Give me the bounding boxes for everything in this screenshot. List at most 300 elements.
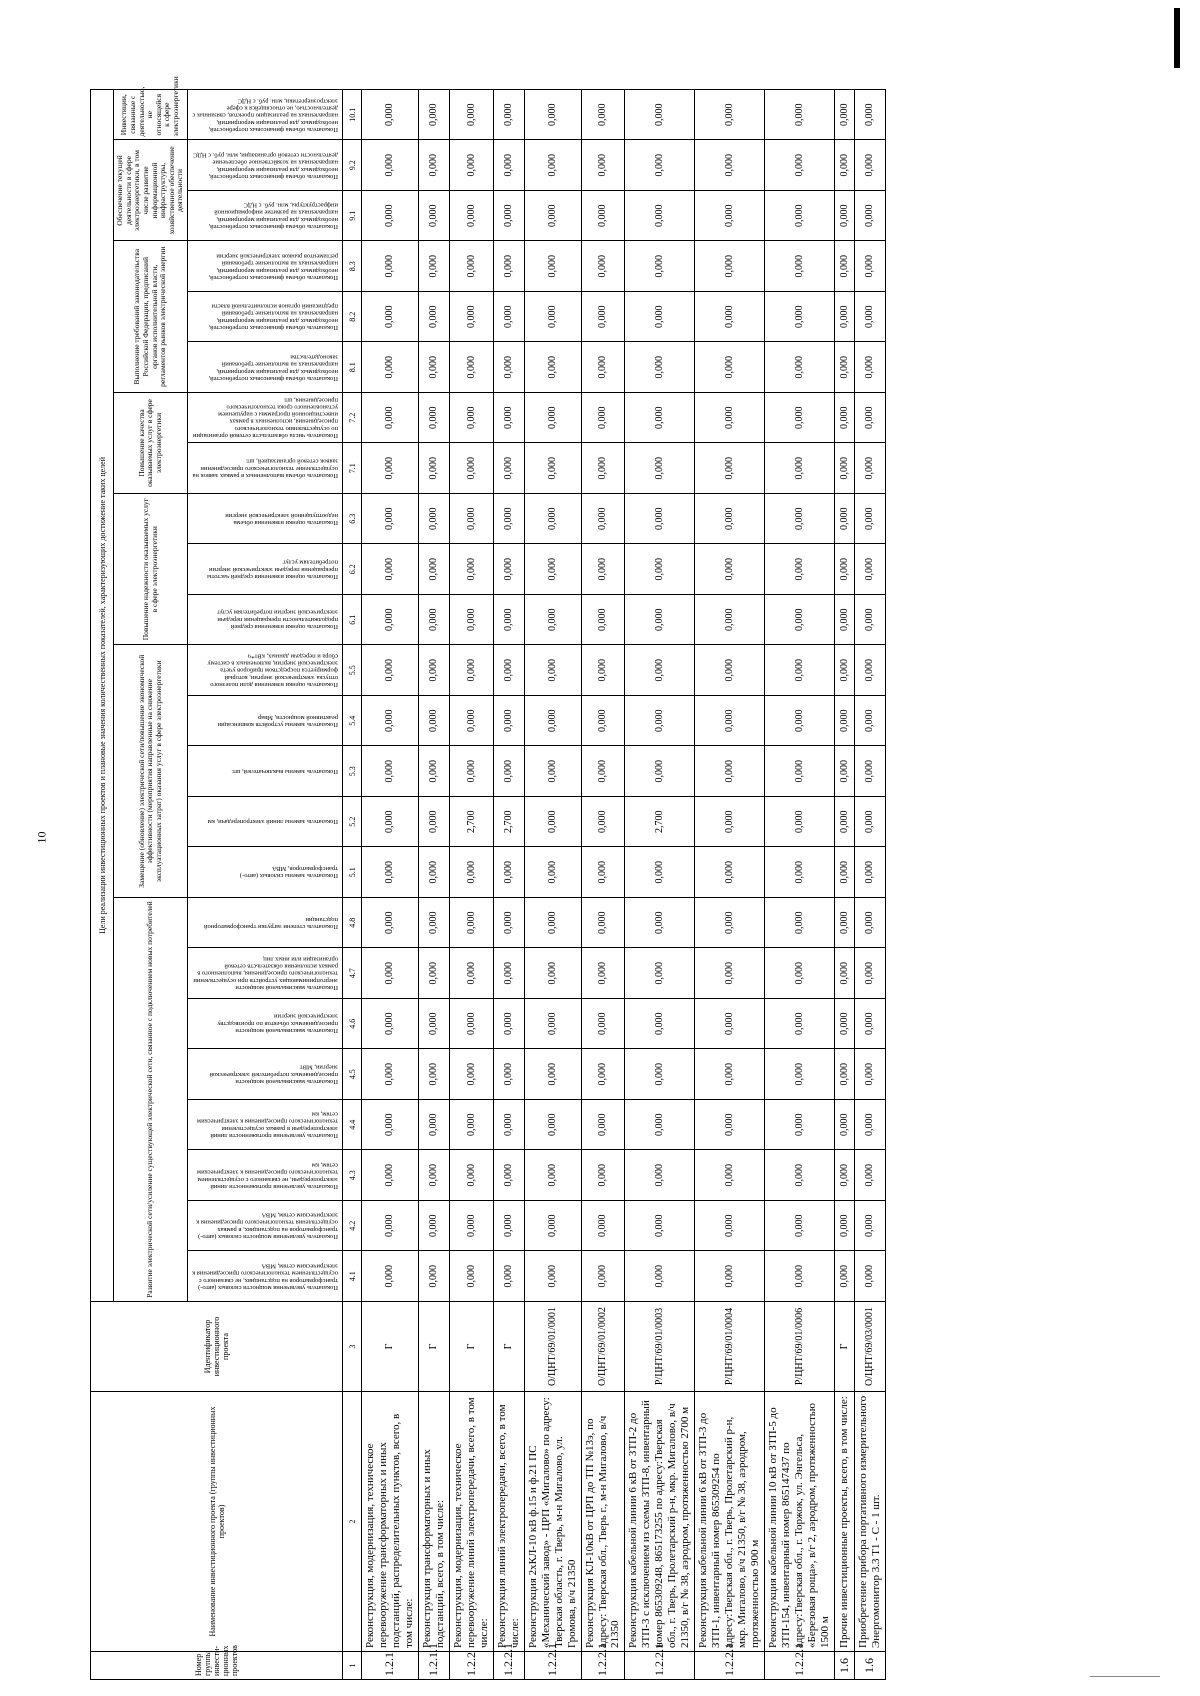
row-value: 2,700: [493, 797, 524, 848]
header-group: Повышение качества оказываемых услуг в сфере электроэнергетики: [114, 393, 188, 494]
row-project-id: Г: [418, 1302, 449, 1392]
row-project-id: Р/ЦНТ/69/01/0006: [765, 1302, 835, 1392]
row-value: 0,000: [493, 1150, 524, 1201]
row-value: 0,000: [765, 393, 835, 444]
row-value: 0,000: [493, 342, 524, 393]
row-value: 0,000: [625, 1201, 695, 1252]
row-value: 0,000: [418, 292, 449, 343]
column-number: 4.4: [343, 1100, 362, 1151]
indicator-header-text: Показатель степени загрузки трансформаторной подстанции: [203, 915, 338, 930]
row-value: 0,000: [695, 494, 765, 545]
row-value: 0,000: [695, 292, 765, 343]
row-value: 0,000: [854, 89, 885, 140]
row-value: 0,000: [581, 1251, 625, 1302]
column-number: 8.3: [343, 241, 362, 292]
column-number: 4.1: [343, 1251, 362, 1302]
row-project-id: Г: [493, 1302, 524, 1392]
row-value: 0,000: [362, 797, 419, 848]
row-value: 0,000: [449, 696, 493, 747]
row-value: 0,000: [625, 544, 695, 595]
row-value: 0,000: [581, 645, 625, 696]
indicator-header-text: Показатель увеличения протяженности линий электропередачи, не связанного с осуществлением технологического присоединения к электрическим сетям, км: [196, 1161, 338, 1190]
indicator-header-text: Показатель максимальной мощности присоединяемых потребителей электрической энергии, МВт: [209, 1063, 338, 1085]
column-number: 4.5: [343, 1049, 362, 1100]
row-value: 0,000: [854, 1201, 885, 1252]
row-value: 0,000: [625, 342, 695, 393]
row-value: 0,000: [449, 443, 493, 494]
row-value: 0,000: [362, 1251, 419, 1302]
row-value: 0,000: [625, 1100, 695, 1151]
row-value: 0,000: [493, 443, 524, 494]
indicator-header-text: Показатель объема финансовых потребностей, необходимых для реализации мероприятий, направленных на выполнение требований регламентов рынков электрической энергии: [208, 252, 338, 281]
row-value: 0,000: [625, 89, 695, 140]
column-number: 10.1: [343, 89, 362, 140]
indicator-header-text: Показатель замены линий электропередачи, км: [207, 818, 338, 826]
indicator-header: [188, 847, 343, 898]
row-value: 0,000: [625, 948, 695, 999]
indicator-header: [188, 746, 343, 797]
row-value: 0,000: [493, 241, 524, 292]
row-value: 0,000: [418, 1251, 449, 1302]
row-value: 0,000: [524, 241, 581, 292]
indicator-header: [188, 999, 343, 1050]
row-value: 0,000: [581, 544, 625, 595]
row-value: 0,000: [581, 948, 625, 999]
row-value: 0,000: [362, 999, 419, 1050]
row-value: 0,000: [625, 1049, 695, 1100]
row-value: 0,000: [449, 393, 493, 444]
row-value: 0,000: [493, 191, 524, 242]
row-value: 0,000: [834, 847, 854, 898]
row-value: 0,000: [524, 696, 581, 747]
row-value: 0,000: [834, 898, 854, 949]
indicator-header: [188, 645, 343, 696]
row-value: 0,000: [834, 1251, 854, 1302]
row-value: 0,000: [765, 645, 835, 696]
row-group-number: 1.2.2.1: [695, 1652, 765, 1680]
row-value: 0,000: [362, 898, 419, 949]
row-value: 0,000: [765, 1100, 835, 1151]
row-value: 0,000: [695, 1049, 765, 1100]
row-value: 0,000: [581, 847, 625, 898]
row-value: 0,000: [493, 393, 524, 444]
row-project-name: Реконструкция КЛ-10кВ от ЦРП до ТП №13э, по адресу: Тверская обл., Тверь г., м-н Мигалово, в/ч 21350: [581, 1392, 625, 1652]
row-value: 0,000: [362, 342, 419, 393]
row-value: 0,000: [625, 645, 695, 696]
row-value: 0,000: [449, 89, 493, 140]
row-project-id: Р/ЦНТ/69/01/0004: [695, 1302, 765, 1392]
row-value: 0,000: [449, 1150, 493, 1201]
row-value: 0,000: [362, 1100, 419, 1151]
scan-edge-mark: [1174, 8, 1180, 68]
row-value: 0,000: [449, 241, 493, 292]
row-value: 0,000: [854, 948, 885, 999]
indicator-header-text: Показатель объема финансовых потребностей, необходимых для реализации мероприятий, направленных на выполнение требований законодательства: [208, 353, 338, 382]
row-value: 0,000: [695, 1100, 765, 1151]
row-value: 0,000: [362, 241, 419, 292]
row-value: 0,000: [524, 1201, 581, 1252]
row-value: 0,000: [418, 544, 449, 595]
row-value: 0,000: [625, 999, 695, 1050]
row-value: 0,000: [695, 595, 765, 646]
row-value: 0,000: [418, 1100, 449, 1151]
row-value: 0,000: [695, 746, 765, 797]
row-value: 0,000: [834, 1100, 854, 1151]
row-value: 0,000: [854, 999, 885, 1050]
indicator-header: [188, 443, 343, 494]
row-value: 0,000: [695, 89, 765, 140]
row-value: 0,000: [493, 898, 524, 949]
indicator-header-text: Показатель объема финансовых потребностей, необходимых для реализации мероприятий, направленных на хозяйственное обеспечение деятельности сетевой организации, млн. руб. с НДС: [193, 151, 338, 180]
row-project-name: Реконструкция линий электропередачи, всего, в том числе:: [493, 1392, 524, 1652]
row-value: 0,000: [765, 241, 835, 292]
row-value: 0,000: [418, 1049, 449, 1100]
row-value: 0,000: [834, 443, 854, 494]
column-number: 5.1: [343, 847, 362, 898]
row-value: 0,000: [625, 494, 695, 545]
row-value: 0,000: [449, 898, 493, 949]
row-value: 0,000: [418, 140, 449, 191]
indicator-header: [188, 292, 343, 343]
row-group-number: 1.2.2.1: [581, 1652, 625, 1680]
table-row: [834, 89, 854, 1679]
row-value: 0,000: [765, 544, 835, 595]
row-value: 0,000: [695, 847, 765, 898]
column-number: 5.3: [343, 746, 362, 797]
row-value: 0,000: [765, 443, 835, 494]
row-value: 0,000: [493, 999, 524, 1050]
row-project-id: Г: [449, 1302, 493, 1392]
row-value: 0,000: [418, 948, 449, 999]
indicator-header-text: Показатель объема финансовых потребностей, необходимых для реализации мероприятий, направленных на выполнение требований предписаний органов исполнительной власти: [208, 302, 338, 332]
row-value: 0,000: [581, 241, 625, 292]
row-value: 0,000: [765, 342, 835, 393]
row-value: 0,000: [695, 241, 765, 292]
row-value: 0,000: [524, 948, 581, 999]
row-value: 0,000: [362, 746, 419, 797]
row-value: 0,000: [695, 999, 765, 1050]
row-value: 0,000: [418, 797, 449, 848]
row-group-number: 1.2.2.1: [493, 1652, 524, 1680]
row-value: 0,000: [449, 1201, 493, 1252]
header-group: Выполнение требований законодательства Российской Федерации, предписаний органов исполнительной власти, регламентов рынков электрической энергии: [114, 241, 188, 393]
row-value: 0,000: [418, 746, 449, 797]
row-value: 0,000: [449, 1251, 493, 1302]
row-value: 0,000: [834, 1049, 854, 1100]
indicator-header: [188, 696, 343, 747]
column-number: 4.7: [343, 948, 362, 999]
row-value: 0,000: [854, 342, 885, 393]
row-value: 0,000: [524, 645, 581, 696]
row-value: 0,000: [581, 595, 625, 646]
row-value: 0,000: [765, 999, 835, 1050]
row-project-name: Реконструкция, модернизация, техническое перевооружение линий электропередачи, всего, в том числе:: [449, 1392, 493, 1652]
indicator-header-text: Показатель увеличения протяженности линий электропередачи в рамках осуществления технологического присоединения к электрическим сетям, км: [196, 1110, 338, 1140]
row-value: 0,000: [854, 746, 885, 797]
header-group-number: Номер группы инвести-ционных проектов: [91, 1652, 343, 1680]
indicator-header: [188, 1049, 343, 1100]
row-value: 0,000: [765, 140, 835, 191]
header-project-name: Наименование инвестиционного проекта (группы инвестиционных проектов): [91, 1392, 343, 1652]
row-value: 0,000: [625, 595, 695, 646]
row-value: 0,000: [625, 393, 695, 444]
row-value: 0,000: [362, 645, 419, 696]
row-project-name: Реконструкция, модернизация, техническое перевооружение трансформаторных и иных подстанций, распределительных пунктов, всего, в том числе:: [362, 1392, 419, 1652]
row-value: 0,000: [765, 494, 835, 545]
row-value: 0,000: [625, 746, 695, 797]
row-value: 0,000: [362, 292, 419, 343]
indicator-header: [188, 595, 343, 646]
table-row: [493, 89, 524, 1679]
row-value: 0,000: [854, 292, 885, 343]
page-number: 10: [34, 831, 49, 844]
indicator-header: [188, 898, 343, 949]
indicator-header: [188, 191, 343, 242]
indicator-header-text: Показатель замены силовых (авто-) трансформаторов, МВА: [239, 865, 338, 880]
row-value: 0,000: [854, 797, 885, 848]
row-value: 0,000: [625, 140, 695, 191]
indicator-header: [188, 140, 343, 191]
header-group: Повышение надежности оказываемых услуг в сфере электроэнергетики: [114, 494, 188, 646]
row-value: 0,000: [765, 797, 835, 848]
row-value: 0,000: [625, 241, 695, 292]
row-value: 0,000: [362, 1201, 419, 1252]
row-value: 0,000: [765, 1201, 835, 1252]
table-row: [581, 89, 625, 1679]
row-value: 0,000: [493, 746, 524, 797]
header-group: Развитие электрической сети/усиление существующей электрической сети, связанное с подключением новых потребителей: [114, 898, 188, 1302]
column-number: 6.1: [343, 595, 362, 646]
row-value: 0,000: [765, 595, 835, 646]
row-value: 0,000: [695, 544, 765, 595]
row-value: 0,000: [493, 140, 524, 191]
column-number: 9.1: [343, 191, 362, 242]
row-value: 0,000: [362, 847, 419, 898]
row-value: 0,000: [834, 746, 854, 797]
row-value: 0,000: [854, 1251, 885, 1302]
row-group-number: 1.2.2.1: [765, 1652, 835, 1680]
row-value: 0,000: [581, 696, 625, 747]
row-value: 0,000: [524, 443, 581, 494]
row-value: 0,000: [834, 696, 854, 747]
row-value: 0,000: [418, 89, 449, 140]
row-value: 0,000: [695, 1150, 765, 1201]
row-value: 0,000: [524, 1150, 581, 1201]
indicator-header: [188, 544, 343, 595]
investment-indicators-table: [90, 76, 886, 1680]
row-value: 0,000: [524, 797, 581, 848]
row-value: 0,000: [834, 342, 854, 393]
row-value: 0,000: [625, 1251, 695, 1302]
indicator-header-text: Показатель оценки изменения средней продолжительности прекращения передачи электрической энергии потребителям услуг: [216, 609, 338, 631]
row-value: 0,000: [581, 797, 625, 848]
indicator-header: [188, 342, 343, 393]
row-value: 0,000: [493, 494, 524, 545]
row-value: 0,000: [834, 494, 854, 545]
row-value: 0,000: [449, 342, 493, 393]
row-value: 0,000: [581, 494, 625, 545]
column-number: 8.1: [343, 342, 362, 393]
row-value: 0,000: [854, 191, 885, 242]
row-value: 0,000: [854, 595, 885, 646]
row-group-number: 1.2.2: [449, 1652, 493, 1680]
row-value: 0,000: [854, 443, 885, 494]
row-value: 0,000: [581, 393, 625, 444]
row-value: 0,000: [581, 1049, 625, 1100]
indicator-header: [188, 1100, 343, 1151]
row-value: 0,000: [449, 140, 493, 191]
row-value: 0,000: [581, 1100, 625, 1151]
row-value: 0,000: [695, 191, 765, 242]
indicator-header-text: Показатель увеличения мощности силовых (авто-) трансформаторов на подстанциях, в рамках осуществления технологического присоединения к электрическим сетям, МВА: [196, 1211, 338, 1241]
row-value: 0,000: [493, 696, 524, 747]
column-number: 7.2: [343, 393, 362, 444]
row-value: 0,000: [854, 847, 885, 898]
row-value: 0,000: [854, 1049, 885, 1100]
indicator-header-text: Показатель оценки изменения доли полезного отпуска электрической энергии, который формируется посредством приборов учета электрической энергии, включенных в систему сбора и передачи данных, кВт*ч: [207, 652, 338, 689]
row-value: 0,000: [524, 292, 581, 343]
row-value: 0,000: [695, 696, 765, 747]
row-value: 0,000: [765, 746, 835, 797]
row-project-id: Г: [834, 1302, 854, 1392]
row-value: 0,000: [765, 292, 835, 343]
row-value: 0,000: [581, 746, 625, 797]
row-value: 0,000: [581, 292, 625, 343]
row-project-id: О/ЦНТ/69/01/0001: [524, 1302, 581, 1392]
row-value: 0,000: [449, 948, 493, 999]
row-value: 0,000: [625, 292, 695, 343]
row-value: 0,000: [524, 191, 581, 242]
row-value: 0,000: [362, 494, 419, 545]
row-project-id: Г: [362, 1302, 419, 1392]
indicator-header: [188, 1251, 343, 1302]
row-value: 0,000: [854, 544, 885, 595]
row-value: 0,000: [449, 544, 493, 595]
indicator-header: [188, 393, 343, 444]
row-value: 0,000: [493, 948, 524, 999]
row-value: 0,000: [418, 1150, 449, 1201]
indicator-header-text: Показатель объема финансовых потребностей, необходимых для реализации мероприятий, направленных на реализацию проектов, связанных с деятельностью, не относящейся к сфере электроэнергетики, млн. руб. с НДС: [192, 96, 338, 133]
row-value: 0,000: [765, 898, 835, 949]
row-value: 0,000: [449, 999, 493, 1050]
header-group: Обеспечение текущей деятельности в сфере электроэнергетики, в том числе развитие информационной инфраструктуры, хозяйственное обеспечение деятельности: [114, 140, 188, 241]
row-value: 0,000: [418, 847, 449, 898]
indicator-header: [188, 1201, 343, 1252]
row-value: 0,000: [449, 746, 493, 797]
indicator-header-text: Показатель максимальной мощности энергопринимающих устройств при осуществлении технологического присоединения, выполненного в рамках исполнения обязательств сетевой организации или иных лиц: [193, 955, 338, 992]
column-number: 5.2: [343, 797, 362, 848]
row-project-name: Приобретение прибора портативного измерительного Энергомонитор 3.3 Т1 - С - 1 шт.: [854, 1392, 885, 1652]
row-value: 0,000: [834, 140, 854, 191]
column-number: 9.2: [343, 140, 362, 191]
table-row: [854, 89, 885, 1679]
indicator-header: [188, 89, 343, 140]
row-value: 0,000: [524, 999, 581, 1050]
row-value: 0,000: [695, 645, 765, 696]
row-value: 0,000: [449, 645, 493, 696]
row-value: 0,000: [362, 89, 419, 140]
row-value: 0,000: [418, 1201, 449, 1252]
row-value: 0,000: [854, 1100, 885, 1151]
indicator-header: [188, 948, 343, 999]
column-number: 7.1: [343, 443, 362, 494]
row-value: 0,000: [834, 948, 854, 999]
row-value: 0,000: [765, 948, 835, 999]
row-value: 0,000: [854, 393, 885, 444]
row-value: 0,000: [362, 948, 419, 999]
row-value: 0,000: [418, 645, 449, 696]
table-row: [695, 89, 765, 1679]
column-number: 5.4: [343, 696, 362, 747]
column-number: 2: [343, 1392, 362, 1652]
row-value: 2,700: [625, 797, 695, 848]
row-value: 0,000: [834, 191, 854, 242]
row-value: 0,000: [695, 797, 765, 848]
row-value: 0,000: [854, 898, 885, 949]
row-value: 0,000: [418, 696, 449, 747]
row-value: 0,000: [765, 696, 835, 747]
row-value: 0,000: [418, 494, 449, 545]
table-row: [418, 89, 449, 1679]
rotated-sheet: [90, 76, 1170, 1680]
column-number: 6.2: [343, 544, 362, 595]
row-value: 0,000: [765, 89, 835, 140]
row-value: 0,000: [581, 1201, 625, 1252]
row-value: 0,000: [625, 191, 695, 242]
row-value: 0,000: [581, 898, 625, 949]
table-row: [362, 89, 419, 1679]
row-value: 0,000: [418, 342, 449, 393]
indicator-header: [188, 494, 343, 545]
indicator-header-text: Показатель замены выключателей, шт.: [231, 767, 338, 775]
row-value: 0,000: [362, 1049, 419, 1100]
row-project-name: Реконструкция трансформаторных и иных подстанций, всего, в том числе:: [418, 1392, 449, 1652]
row-value: 0,000: [524, 544, 581, 595]
row-group-number: 1.6: [834, 1652, 854, 1680]
row-value: 0,000: [765, 1251, 835, 1302]
row-value: 0,000: [581, 1150, 625, 1201]
row-project-name: Реконструкция кабельной линии 6 кВ от ЗТП-3 до ЗТП-1, инвентарный номер 865309254 по адресу:Тверская обл., г. Тверь, Пролетарский р-н, мкр. Мигалово, в/ч 21350, в/г № 38, аэродром, протяженностью 900 м: [695, 1392, 765, 1652]
row-project-id: О/ЦНТ/69/03/0001: [854, 1302, 885, 1392]
row-value: 0,000: [765, 191, 835, 242]
row-value: 0,000: [362, 140, 419, 191]
row-value: 0,000: [362, 191, 419, 242]
row-value: 0,000: [418, 898, 449, 949]
row-value: 0,000: [524, 1049, 581, 1100]
row-value: 0,000: [854, 696, 885, 747]
header-project-id: Идентификатор инвестиционного проекта: [91, 1302, 343, 1392]
row-value: 0,000: [449, 847, 493, 898]
column-number: 4.2: [343, 1201, 362, 1252]
row-value: 0,000: [625, 443, 695, 494]
indicator-header: [188, 1150, 343, 1201]
row-value: 0,000: [581, 89, 625, 140]
row-value: 0,000: [625, 1150, 695, 1201]
indicator-header-text: Показатель замены устройств компенсации реактивной мощности, Мвар: [217, 713, 338, 728]
column-number: 1: [343, 1652, 362, 1680]
row-value: 0,000: [449, 1100, 493, 1151]
row-project-id: Р/ЦНТ/69/01/0003: [625, 1302, 695, 1392]
row-value: 0,000: [493, 89, 524, 140]
row-value: 0,000: [834, 645, 854, 696]
row-value: 0,000: [834, 1201, 854, 1252]
row-value: 0,000: [581, 342, 625, 393]
row-value: 2,700: [449, 797, 493, 848]
row-value: 0,000: [695, 1251, 765, 1302]
column-number: 8.2: [343, 292, 362, 343]
column-number: 4.8: [343, 898, 362, 949]
header-group: Замещение (обновление) электрической сети/повышение экономической эффективности (мероприятия направленные на снижение эксплуатационных затрат) оказания услуг в сфере электроэнергетики: [114, 645, 188, 898]
